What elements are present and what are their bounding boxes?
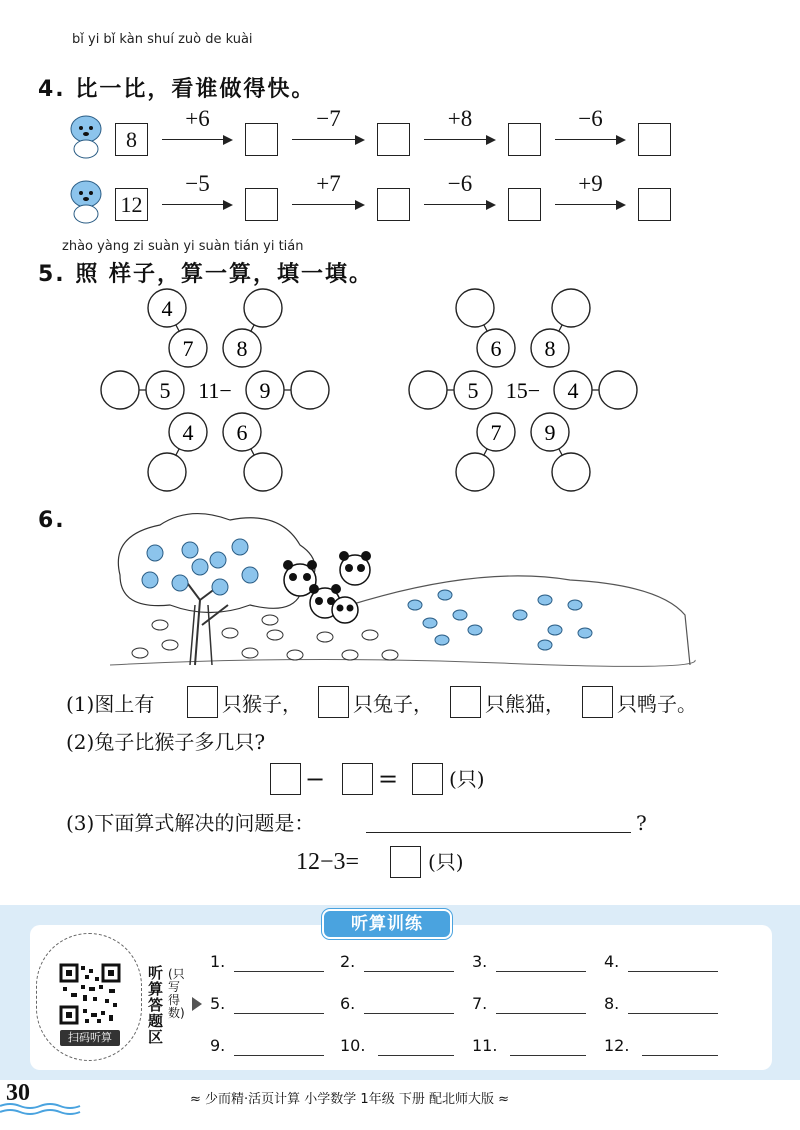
circle-number: 9	[544, 420, 556, 445]
answer-box[interactable]	[638, 123, 671, 156]
page-number: 30	[6, 1080, 30, 1106]
answer-box[interactable]	[638, 188, 671, 221]
answer-area-note: (只写得数)	[168, 967, 185, 1020]
answer-blank-line[interactable]	[510, 1055, 586, 1056]
center-expression: 11−	[198, 378, 232, 403]
answer-item-label: 12.	[604, 1036, 630, 1055]
answer-blank-line[interactable]	[364, 971, 454, 972]
answer-blank-line[interactable]	[642, 1055, 718, 1056]
operation-label: −7	[316, 106, 341, 131]
outer-answer-circle[interactable]	[291, 371, 329, 409]
answer-box-p2-b[interactable]	[342, 763, 373, 795]
circle-number: 5	[467, 378, 479, 403]
answer-blank-line[interactable]	[628, 1013, 718, 1014]
answer-item-label: 9.	[210, 1036, 226, 1055]
q6-p3-expression: 12−3=	[296, 849, 360, 875]
answer-item-label: 3.	[472, 952, 488, 971]
cat-icon	[64, 111, 108, 159]
listening-banner: 听算训练	[322, 909, 452, 939]
arrow-right-icon	[424, 200, 496, 210]
q6-p1-unit-pandas: 只熊猫，	[485, 692, 565, 716]
outer-answer-circle[interactable]	[101, 371, 139, 409]
circle-number: 9	[259, 378, 271, 403]
answer-box-ducks[interactable]	[582, 686, 613, 718]
outer-answer-circle[interactable]	[552, 289, 590, 327]
star-diagram-right	[409, 289, 637, 491]
operation-label: +6	[185, 106, 210, 131]
answer-blank-line[interactable]	[234, 971, 324, 972]
operation-label: +7	[316, 171, 341, 196]
star-diagram-left	[101, 289, 329, 491]
answer-item-label: 7.	[472, 994, 488, 1013]
answer-blank-line[interactable]	[364, 1013, 454, 1014]
qr-code-icon[interactable]	[59, 963, 121, 1025]
answer-box-monkeys[interactable]	[187, 686, 218, 718]
answer-item-label: 6.	[340, 994, 356, 1013]
outer-answer-circle[interactable]	[599, 371, 637, 409]
circle-number: 8	[236, 336, 248, 361]
q6-p1-prefix: (1)图上有	[66, 692, 155, 716]
q6-p3-qmark: ?	[636, 811, 647, 835]
outer-answer-circle[interactable]	[244, 289, 282, 327]
answer-area-label: 听算答题区	[148, 964, 164, 1046]
answer-box-pandas[interactable]	[450, 686, 481, 718]
circle-number: 4	[161, 296, 173, 321]
outer-answer-circle[interactable]	[552, 453, 590, 491]
circle-number: 6	[490, 336, 502, 361]
outer-answer-circle[interactable]	[456, 453, 494, 491]
arrow-right-icon	[292, 200, 365, 210]
q6-p2-unit: (只)	[449, 767, 485, 791]
answer-item-label: 2.	[340, 952, 356, 971]
outer-answer-circle[interactable]	[148, 453, 186, 491]
start-number-box: 8	[115, 123, 148, 156]
answer-item-label: 4.	[604, 952, 620, 971]
circle-number: 7	[490, 420, 502, 445]
answer-item-label: 5.	[210, 994, 226, 1013]
rabbit-icons	[132, 615, 398, 660]
center-expression: 15−	[505, 378, 541, 403]
arrow-right-icon	[555, 200, 626, 210]
q5-pinyin: zhào yàng zi suàn yi suàn tián yi tián	[62, 239, 304, 254]
answer-blank-line[interactable]	[234, 1055, 324, 1056]
arrow-right-icon	[162, 200, 233, 210]
play-triangle-icon	[192, 997, 202, 1011]
arrow-right-icon	[424, 135, 496, 145]
arrow-right-icon	[292, 135, 365, 145]
q4-pinyin: bǐ yi bǐ kàn shuí zuò de kuài	[72, 32, 253, 47]
answer-blank-line[interactable]	[234, 1013, 324, 1014]
q6-number: 6.	[38, 508, 66, 533]
answer-box[interactable]	[245, 123, 278, 156]
answer-box-p2-a[interactable]	[270, 763, 301, 795]
wave-decoration	[0, 1102, 90, 1120]
star-diagrams	[0, 280, 800, 500]
circle-number: 5	[159, 378, 171, 403]
circle-number: 8	[544, 336, 556, 361]
animal-scene-illustration	[100, 505, 700, 675]
answer-blank-line[interactable]	[496, 971, 586, 972]
answer-box-p3[interactable]	[390, 846, 421, 878]
circle-number: 7	[182, 336, 194, 361]
q5-title: 5. 照 样子，算一算，填一填。	[38, 262, 373, 287]
answer-box[interactable]	[245, 188, 278, 221]
q6-p1-unit-rabbits: 只兔子，	[353, 692, 433, 716]
answer-box[interactable]	[508, 123, 541, 156]
q6-p1-unit-monkeys: 只猴子，	[222, 692, 302, 716]
outer-answer-circle[interactable]	[244, 453, 282, 491]
start-number-box: 12	[115, 188, 148, 221]
arrow-right-icon	[162, 135, 233, 145]
operation-label: −5	[185, 171, 210, 196]
equals-sign: =	[378, 765, 399, 793]
q4-title: 4. 比一比，看谁做得快。	[38, 77, 316, 102]
answer-box[interactable]	[377, 123, 410, 156]
answer-box-rabbits[interactable]	[318, 686, 349, 718]
q6-p3-question: (3)下面算式解决的问题是：	[66, 811, 315, 835]
answer-blank-line[interactable]	[496, 1013, 586, 1014]
answer-item-label: 1.	[210, 952, 226, 971]
minus-sign: −	[305, 765, 326, 793]
answer-box-p2-result[interactable]	[412, 763, 443, 795]
outer-answer-circle[interactable]	[456, 289, 494, 327]
circle-number: 4	[567, 378, 579, 403]
q6-p1-unit-ducks: 只鸭子。	[617, 692, 697, 716]
arrow-right-icon	[555, 135, 626, 145]
duck-icons	[408, 590, 592, 650]
operation-label: −6	[578, 106, 603, 131]
outer-answer-circle[interactable]	[409, 371, 447, 409]
answer-box[interactable]	[377, 188, 410, 221]
q6-p3-unit: (只)	[428, 850, 464, 874]
dog-icon	[64, 176, 108, 224]
answer-item-label: 11.	[472, 1036, 498, 1055]
operation-label: +8	[447, 106, 473, 131]
footer-book-info: ≈ 少而精·活页计算 小学数学 1年级 下册 配北师大版 ≈	[190, 1092, 509, 1107]
answer-box[interactable]	[508, 188, 541, 221]
answer-item-label: 10.	[340, 1036, 366, 1055]
answer-blank-line[interactable]	[378, 1055, 454, 1056]
operation-label: +9	[578, 171, 603, 196]
operation-label: −6	[447, 171, 473, 196]
qr-label: 扫码听算	[60, 1030, 120, 1046]
circle-number: 6	[236, 420, 248, 445]
answer-blank-line[interactable]	[628, 971, 718, 972]
q6-p2-question: (2)兔子比猴子多几只?	[66, 730, 266, 754]
answer-item-label: 8.	[604, 994, 620, 1013]
circle-number: 4	[182, 420, 194, 445]
p3-answer-line[interactable]	[366, 832, 631, 833]
